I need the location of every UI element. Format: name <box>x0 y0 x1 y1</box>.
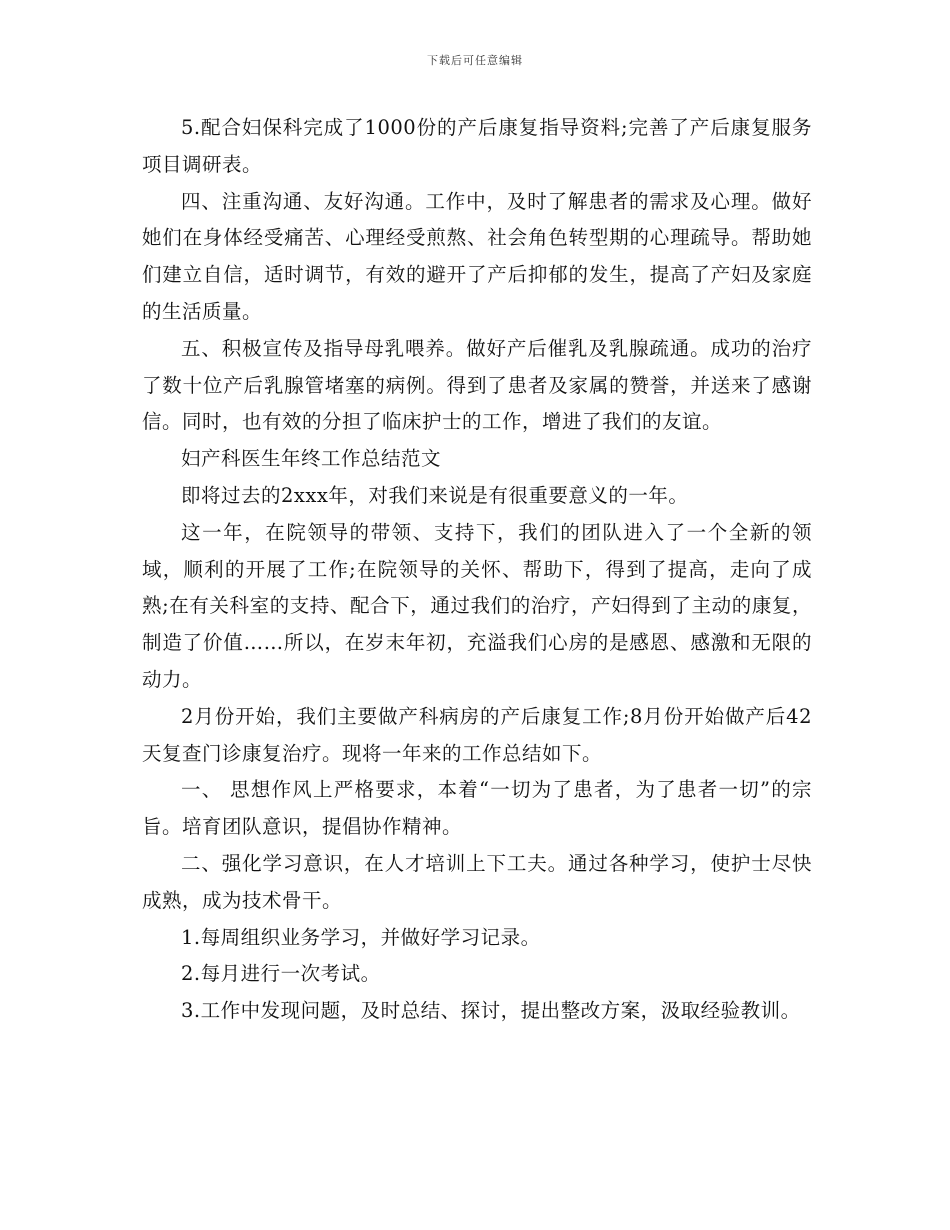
document-body <box>142 110 812 1030</box>
paragraph-section-five: 五、积极宣传及指导母乳喂养。做好产后催乳及乳腺疏通。成功的治疗了数十位产后乳腺管堵塞的病例。得到了患者及家属的赞誉，并送来了感谢信。同时，也有效的分担了临床护士的工作，增进了我们的友谊。 <box>142 336 812 434</box>
section-title: 妇产科医生年终工作总结范文 <box>181 447 442 471</box>
page-header: 下载后可任意编辑 <box>427 54 523 67</box>
paragraph-section-four: 四、注重沟通、友好沟通。工作中，及时了解患者的需求及心理。做好她们在身体经受痛苦、心理经受煎熬、社会角色转型期的心理疏导。帮助她们建立自信，适时调节，有效的避开了产后抑郁的发生，提高了产妇及家庭的生活质量。 <box>142 189 812 323</box>
paragraph-work-start: 2月份开始，我们主要做产科病房的产后康复工作;8月份开始做产后42天复查门诊康复治疗。现将一年来的工作总结如下。 <box>142 704 812 765</box>
list-item-3: 3.工作中发现问题，及时总结、探讨，提出整改方案，汲取经验教训。 <box>181 999 801 1023</box>
paragraph-intro: 即将过去的2xxx年，对我们来说是有很重要意义的一年。 <box>181 483 689 507</box>
list-item-2: 2.每月进行一次考试。 <box>181 962 381 986</box>
list-item-1: 1.每周组织业务学习，并做好学习记录。 <box>181 925 541 949</box>
paragraph-year-review: 这一年，在院领导的带领、支持下，我们的团队进入了一个全新的领域，顺利的开展了工作;在院领导的关怀、帮助下，得到了提高，走向了成熟;在有关科室的支持、配合下，通过我们的治疗，产妇得到了主动的康复，制造了价值……所以，在岁末年初，充溢我们心房的是感恩、感激和无限的动力。 <box>142 520 812 691</box>
paragraph-point-two: 二、强化学习意识，在人才培训上下工夫。通过各种学习，使护士尽快成熟，成为技术骨干。 <box>142 851 812 912</box>
paragraph-item-5: 5.配合妇保科完成了1000份的产后康复指导资料;完善了产后康复服务项目调研表。 <box>142 116 812 176</box>
paragraph-point-one: 一、 思想作风上严格要求，本着“一切为了患者，为了患者一切”的宗旨。培育团队意识，提倡协作精神。 <box>142 778 812 839</box>
